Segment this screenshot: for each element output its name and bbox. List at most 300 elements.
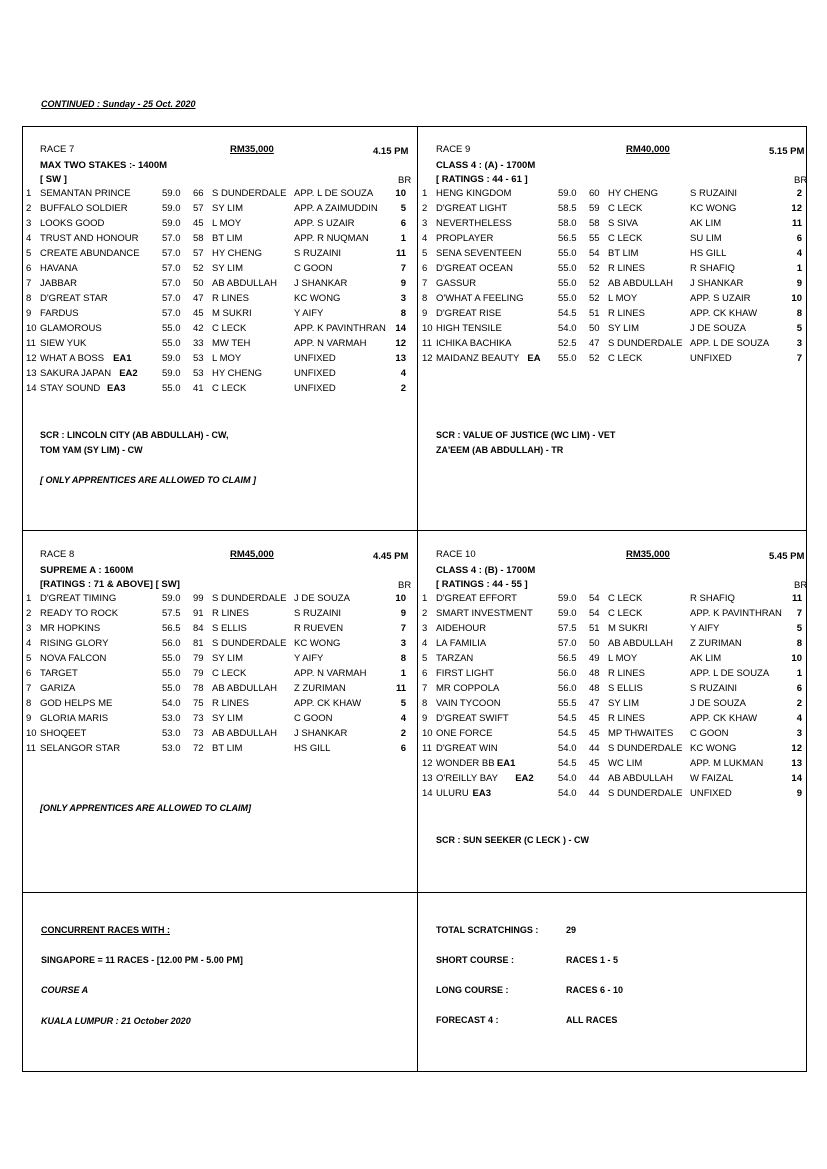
weight: 55.0 xyxy=(162,383,181,394)
barrier: 6 xyxy=(400,218,406,229)
rating: 51 xyxy=(589,623,600,634)
jockey: HS GILL xyxy=(294,743,331,754)
rating: 55 xyxy=(589,233,600,244)
race10-entry-row xyxy=(422,621,816,636)
trainer: C LECK xyxy=(608,353,643,364)
entry-number: 5 xyxy=(26,653,32,664)
trainer: M SUKRI xyxy=(608,623,648,634)
rating: 48 xyxy=(589,683,600,694)
barrier: 10 xyxy=(395,593,406,604)
entry-number: 11 xyxy=(422,743,432,754)
horse-name: LA FAMILIA xyxy=(436,638,487,649)
entry-number: 9 xyxy=(422,713,428,724)
race10-title: RACE 10 xyxy=(436,549,476,560)
entry-number: 14 xyxy=(26,383,37,394)
barrier: 11 xyxy=(395,248,406,259)
horse-name: LOOKS GOOD xyxy=(40,218,105,229)
trainer: S DUNDERDALE xyxy=(212,593,287,604)
rating: 81 xyxy=(193,638,204,649)
race8-entry-row xyxy=(26,636,420,651)
horse-name: PROPLAYER xyxy=(436,233,494,244)
horse-name: AIDEHOUR xyxy=(436,623,487,634)
rating: 33 xyxy=(193,338,204,349)
entry-number: 4 xyxy=(422,233,428,244)
entry-tag: EA2 xyxy=(515,773,534,784)
jockey: AK LIM xyxy=(690,218,722,229)
entry-tag: EA3 xyxy=(472,788,491,799)
barrier: 12 xyxy=(791,743,802,754)
horse-name: FARDUS xyxy=(40,308,79,319)
weight: 57.0 xyxy=(558,638,577,649)
weight: 59.0 xyxy=(558,188,577,199)
entry-number: 3 xyxy=(26,623,32,634)
entry-number: 8 xyxy=(422,698,428,709)
horse-name: SHOQEET xyxy=(40,728,87,739)
race9-entry-row xyxy=(422,261,816,276)
race8-ratings: [RATINGS : 71 & ABOVE] [ SW] xyxy=(40,579,180,590)
trainer: L MOY xyxy=(608,653,638,664)
trainer: AB ABDULLAH xyxy=(608,773,673,784)
trainer: BT LIM xyxy=(212,743,243,754)
entry-number: 14 xyxy=(422,788,433,799)
race10-entry-row xyxy=(422,606,816,621)
weight: 55.0 xyxy=(558,248,577,259)
horse-name: MAIDANZ BEAUTY xyxy=(436,353,520,364)
horse-name: JABBAR xyxy=(40,278,77,289)
entry-number: 7 xyxy=(422,683,428,694)
race7-entry-row xyxy=(26,216,420,231)
jockey: APP. K PAVINTHRAN xyxy=(690,608,782,619)
weight: 59.0 xyxy=(162,218,181,229)
race9-entry-row xyxy=(422,276,816,291)
rating: 99 xyxy=(193,593,204,604)
weight: 54.0 xyxy=(558,788,577,799)
race9-br-label: BR xyxy=(794,175,808,186)
race7-entry-row xyxy=(26,261,420,276)
trainer: AB ABDULLAH xyxy=(212,728,277,739)
trainer: MP THWAITES xyxy=(608,728,674,739)
rating: 57 xyxy=(193,203,204,214)
weight: 59.0 xyxy=(162,203,181,214)
barrier: 10 xyxy=(395,188,406,199)
jockey: R SHAFIQ xyxy=(690,263,735,274)
race9-time: 5.15 PM xyxy=(769,146,805,157)
jockey: Y AIFY xyxy=(294,653,324,664)
horse-name: O'REILLY BAY xyxy=(436,773,499,784)
race7-entry-row xyxy=(26,321,420,336)
rating: 52 xyxy=(589,278,600,289)
weight: 55.0 xyxy=(162,323,181,334)
entry-number: 12 xyxy=(422,758,433,769)
rating: 47 xyxy=(193,293,204,304)
trainer: L MOY xyxy=(212,218,242,229)
race8-entry-row xyxy=(26,741,420,756)
horse-name: SIEW YUK xyxy=(40,338,87,349)
jockey: KC WONG xyxy=(294,293,341,304)
weight: 55.0 xyxy=(558,353,577,364)
barrier: 8 xyxy=(796,638,802,649)
rating: 42 xyxy=(193,323,204,334)
race10-time: 5.45 PM xyxy=(769,551,805,562)
jockey: APP. CK KHAW xyxy=(690,308,758,319)
weight: 54.0 xyxy=(162,698,181,709)
horse-name: GLAMOROUS xyxy=(40,323,102,334)
barrier: 11 xyxy=(395,683,406,694)
weight: 55.0 xyxy=(162,338,181,349)
barrier: 7 xyxy=(400,623,406,634)
race7-time: 4.15 PM xyxy=(373,146,409,157)
weight: 53.0 xyxy=(162,743,181,754)
weight: 57.5 xyxy=(162,608,181,619)
jockey: APP. L DE SOUZA xyxy=(690,668,770,679)
jockey: W FAIZAL xyxy=(690,773,734,784)
horse-name: O'WHAT A FEELING xyxy=(436,293,524,304)
barrier: 7 xyxy=(400,263,406,274)
race9-entry-row xyxy=(422,336,816,351)
rating: 60 xyxy=(589,188,600,199)
barrier: 14 xyxy=(395,323,406,334)
race10-entry-row xyxy=(422,666,816,681)
jockey: KC WONG xyxy=(294,638,341,649)
entry-number: 10 xyxy=(422,728,433,739)
barrier: 5 xyxy=(400,698,406,709)
race10-entry-row xyxy=(422,681,816,696)
jockey: UNFIXED xyxy=(690,788,732,799)
rating: 84 xyxy=(193,623,204,634)
race7-entry-row xyxy=(26,381,420,396)
entry-tag: EA2 xyxy=(119,368,138,379)
race7-entry-row xyxy=(26,201,420,216)
weight: 56.5 xyxy=(162,623,181,634)
trainer: R LINES xyxy=(608,263,645,274)
horse-name: STAY SOUND xyxy=(40,383,101,394)
entry-number: 6 xyxy=(26,263,32,274)
trainer: L MOY xyxy=(212,353,242,364)
weight: 55.0 xyxy=(162,653,181,664)
rating: 72 xyxy=(193,743,204,754)
entry-number: 7 xyxy=(26,683,32,694)
barrier: 8 xyxy=(400,308,406,319)
weight: 57.0 xyxy=(162,248,181,259)
trainer: HY CHENG xyxy=(212,368,262,379)
barrier: 6 xyxy=(796,233,802,244)
concurrent-races-label: CONCURRENT RACES WITH : xyxy=(41,925,170,935)
entry-tag: EA1 xyxy=(113,353,132,364)
entry-number: 13 xyxy=(26,368,37,379)
rating: 45 xyxy=(589,713,600,724)
horse-name: READY TO ROCK xyxy=(40,608,119,619)
barrier: 1 xyxy=(400,233,406,244)
barrier: 6 xyxy=(400,743,406,754)
rating: 45 xyxy=(193,308,204,319)
rating: 45 xyxy=(589,758,600,769)
race9-entry-row xyxy=(422,201,816,216)
race7-scratch-1: SCR : LINCOLN CITY (AB ABDULLAH) - CW, xyxy=(40,430,229,440)
entry-number: 6 xyxy=(422,668,428,679)
barrier: 3 xyxy=(400,638,406,649)
weight: 57.0 xyxy=(162,293,181,304)
race7-entry-row xyxy=(26,351,420,366)
total-scratchings-value: 29 xyxy=(566,925,577,935)
trainer: AB ABDULLAH xyxy=(608,278,673,289)
barrier: 9 xyxy=(796,788,802,799)
race7-title: RACE 7 xyxy=(40,144,75,155)
entry-number: 1 xyxy=(26,188,32,199)
trainer: C LECK xyxy=(608,233,643,244)
race10-entry-row xyxy=(422,741,816,756)
barrier: 3 xyxy=(400,293,406,304)
entry-number: 10 xyxy=(26,728,37,739)
rating: 47 xyxy=(589,338,600,349)
barrier: 12 xyxy=(395,338,406,349)
jockey: S RUZAINI xyxy=(294,608,341,619)
entry-number: 4 xyxy=(422,638,428,649)
entry-number: 11 xyxy=(422,338,432,349)
entry-number: 4 xyxy=(26,233,32,244)
horse-name: MR HOPKINS xyxy=(40,623,101,634)
race10-ratings: [ RATINGS : 44 - 55 ] xyxy=(436,579,528,590)
trainer: HY CHENG xyxy=(212,248,262,259)
barrier: 7 xyxy=(796,608,802,619)
jockey: APP. CK KHAW xyxy=(294,698,362,709)
horse-name: TARGET xyxy=(40,668,78,679)
horse-name: NEVERTHELESS xyxy=(436,218,512,229)
weight: 56.0 xyxy=(558,668,577,679)
trainer: S DUNDERDALE xyxy=(608,788,683,799)
entry-number: 5 xyxy=(26,248,32,259)
race7-entry-row xyxy=(26,306,420,321)
jockey: Z ZURIMAN xyxy=(690,638,742,649)
jockey: S RUZAINI xyxy=(690,188,737,199)
rating: 54 xyxy=(589,248,600,259)
race9-distance: CLASS 4 : (A) - 1700M xyxy=(436,160,536,171)
barrier: 4 xyxy=(796,248,802,259)
weight: 59.0 xyxy=(162,368,181,379)
jockey: UNFIXED xyxy=(294,368,336,379)
horse-name: GARIZA xyxy=(40,683,76,694)
horse-name: RISING GLORY xyxy=(40,638,109,649)
horse-name: TRUST AND HONOUR xyxy=(40,233,139,244)
weight: 57.0 xyxy=(162,278,181,289)
trainer: HY CHENG xyxy=(608,188,658,199)
race9-entry-row xyxy=(422,231,816,246)
trainer: SY LIM xyxy=(608,323,639,334)
race7-entry-row xyxy=(26,186,420,201)
rating: 91 xyxy=(193,608,204,619)
horse-name: D'GREAT EFFORT xyxy=(436,593,517,604)
entry-number: 3 xyxy=(422,623,428,634)
rating: 53 xyxy=(193,368,204,379)
race7-entry-row xyxy=(26,291,420,306)
horse-name: TARZAN xyxy=(436,653,474,664)
race8-claim-note: [ONLY APPRENTICES ARE ALLOWED TO CLAIM] xyxy=(40,803,251,813)
race10-entry-row xyxy=(422,591,816,606)
course-info: COURSE A xyxy=(41,985,89,995)
weight: 57.0 xyxy=(162,233,181,244)
barrier: 4 xyxy=(796,713,802,724)
rating: 54 xyxy=(589,608,600,619)
rating: 50 xyxy=(589,323,600,334)
weight: 58.0 xyxy=(558,218,577,229)
horse-name: BUFFALO SOLDIER xyxy=(40,203,128,214)
rating: 49 xyxy=(589,653,600,664)
horse-name: SEMANTAN PRINCE xyxy=(40,188,131,199)
race10-entry-row xyxy=(422,696,816,711)
trainer: S SIVA xyxy=(608,218,638,229)
barrier: 2 xyxy=(796,188,802,199)
weight: 56.5 xyxy=(558,233,577,244)
entry-number: 8 xyxy=(26,698,32,709)
entry-number: 1 xyxy=(422,593,428,604)
trainer: C LECK xyxy=(608,608,643,619)
entry-number: 12 xyxy=(422,353,433,364)
weight: 54.5 xyxy=(558,713,577,724)
horse-name: GOD HELPS ME xyxy=(40,698,113,709)
jockey: Y AIFY xyxy=(690,623,720,634)
race9-ratings: [ RATINGS : 44 - 61 ] xyxy=(436,174,528,185)
trainer: MW TEH xyxy=(212,338,251,349)
weight: 55.0 xyxy=(558,293,577,304)
race10-entry-row xyxy=(422,726,816,741)
long-course-label: LONG COURSE : xyxy=(436,985,509,995)
jockey: R RUEVEN xyxy=(294,623,344,634)
rating: 78 xyxy=(193,683,204,694)
rating: 51 xyxy=(589,308,600,319)
weight: 57.5 xyxy=(558,623,577,634)
entry-number: 1 xyxy=(422,188,428,199)
horse-name: D'GREAT STAR xyxy=(40,293,108,304)
rating: 58 xyxy=(589,218,600,229)
weight: 59.0 xyxy=(558,608,577,619)
entry-number: 3 xyxy=(422,218,428,229)
race8-entry-row xyxy=(26,621,420,636)
race10-purse: RM35,000 xyxy=(626,549,670,560)
race9-title: RACE 9 xyxy=(436,144,471,155)
entry-number: 11 xyxy=(26,743,36,754)
trainer: C LECK xyxy=(608,593,643,604)
barrier: 13 xyxy=(395,353,406,364)
singapore-info: SINGAPORE = 11 RACES - [12.00 PM - 5.00 PM] xyxy=(41,955,243,965)
jockey: APP. S UZAIR xyxy=(294,218,355,229)
jockey: APP. L DE SOUZA xyxy=(690,338,770,349)
race9-purse: RM40,000 xyxy=(626,144,670,155)
jockey: C GOON xyxy=(294,263,333,274)
jockey: APP. R NUQMAN xyxy=(294,233,369,244)
horse-name: D'GREAT OCEAN xyxy=(436,263,513,274)
race8-entry-row xyxy=(26,651,420,666)
entry-number: 8 xyxy=(26,293,32,304)
trainer: M SUKRI xyxy=(212,308,252,319)
horse-name: GASSUR xyxy=(436,278,477,289)
race8-title: RACE 8 xyxy=(40,549,75,560)
race10-entry-row xyxy=(422,636,816,651)
barrier: 2 xyxy=(400,728,406,739)
jockey: UNFIXED xyxy=(690,353,732,364)
trainer: SY LIM xyxy=(608,698,639,709)
jockey: J SHANKAR xyxy=(294,278,348,289)
rating: 79 xyxy=(193,668,204,679)
trainer: L MOY xyxy=(608,293,638,304)
horse-name: SELANGOR STAR xyxy=(40,743,121,754)
barrier: 4 xyxy=(400,713,406,724)
jockey: APP. K PAVINTHRAN xyxy=(294,323,386,334)
race9-scratch-1: SCR : VALUE OF JUSTICE (WC LIM) - VET xyxy=(436,430,616,440)
weight: 57.0 xyxy=(162,308,181,319)
race10-entry-row xyxy=(422,711,816,726)
barrier: 4 xyxy=(400,368,406,379)
trainer: BT LIM xyxy=(212,233,243,244)
trainer: SY LIM xyxy=(212,713,243,724)
race9-entry-row xyxy=(422,186,816,201)
long-course-value: RACES 6 - 10 xyxy=(566,985,624,995)
rating: 44 xyxy=(589,743,600,754)
weight: 59.0 xyxy=(162,353,181,364)
trainer: R LINES xyxy=(608,308,645,319)
race8-entry-row xyxy=(26,711,420,726)
entry-number: 10 xyxy=(26,323,37,334)
entry-number: 2 xyxy=(26,203,32,214)
race9-entry-row xyxy=(422,291,816,306)
rating: 45 xyxy=(589,728,600,739)
barrier: 9 xyxy=(796,278,802,289)
jockey: J SHANKAR xyxy=(690,278,744,289)
weight: 56.0 xyxy=(162,638,181,649)
trainer: AB ABDULLAH xyxy=(212,278,277,289)
rating: 59 xyxy=(589,203,600,214)
entry-number: 8 xyxy=(422,293,428,304)
kl-date: KUALA LUMPUR : 21 October 2020 xyxy=(41,1016,191,1026)
entry-number: 11 xyxy=(26,338,36,349)
race7-purse: RM35,000 xyxy=(230,144,274,155)
race7-distance: MAX TWO STAKES :- 1400M xyxy=(40,160,168,171)
forecast-label: FORECAST 4 : xyxy=(436,1015,499,1025)
jockey: APP. CK KHAW xyxy=(690,713,758,724)
barrier: 5 xyxy=(796,323,802,334)
rating: 52 xyxy=(589,293,600,304)
barrier: 9 xyxy=(400,608,406,619)
race7-claim-note: [ ONLY APPRENTICES ARE ALLOWED TO CLAIM ] xyxy=(40,475,256,485)
weight: 52.5 xyxy=(558,338,577,349)
race7-entry-row xyxy=(26,336,420,351)
barrier: 12 xyxy=(791,203,802,214)
weight: 55.0 xyxy=(558,278,577,289)
weight: 58.5 xyxy=(558,203,577,214)
jockey: SU LIM xyxy=(690,233,722,244)
entry-tag: EA3 xyxy=(107,383,126,394)
weight: 55.0 xyxy=(162,683,181,694)
horse-name: HIGH TENSILE xyxy=(436,323,502,334)
race8-time: 4.45 PM xyxy=(373,551,409,562)
rating: 58 xyxy=(193,233,204,244)
jockey: APP. L DE SOUZA xyxy=(294,188,374,199)
race9-entry-row xyxy=(422,246,816,261)
trainer: C LECK xyxy=(212,668,247,679)
race8-distance: SUPREME A : 1600M xyxy=(40,565,134,576)
race7-entry-row xyxy=(26,366,420,381)
race8-entry-row xyxy=(26,696,420,711)
rating: 48 xyxy=(589,668,600,679)
entry-number: 7 xyxy=(26,278,32,289)
weight: 56.0 xyxy=(558,683,577,694)
barrier: 10 xyxy=(791,293,802,304)
entry-number: 6 xyxy=(26,668,32,679)
entry-number: 9 xyxy=(26,308,32,319)
barrier: 2 xyxy=(796,698,802,709)
weight: 53.0 xyxy=(162,728,181,739)
entry-number: 9 xyxy=(422,308,428,319)
barrier: 14 xyxy=(791,773,802,784)
weight: 55.0 xyxy=(162,668,181,679)
